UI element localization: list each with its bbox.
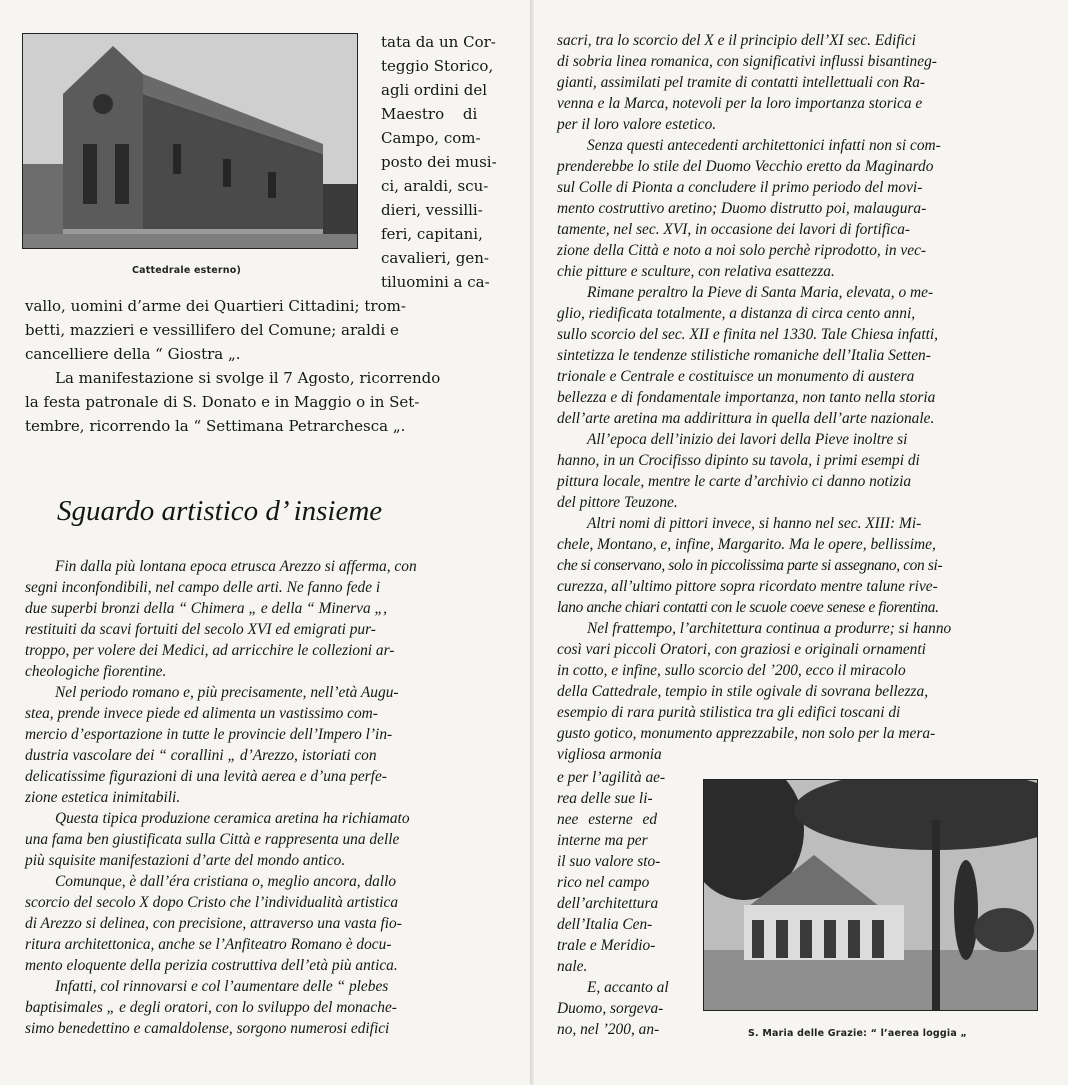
text-line: restituiti da scavi fortuiti del secolo XVI ed emigrati pur-	[25, 621, 376, 638]
text-line: segni inconfondibili, nel campo delle arti. Ne fanno fede i	[25, 579, 381, 596]
cathedral-caption: Cattedrale esterno)	[132, 265, 242, 276]
text-line: Duomo, sorgeva-	[557, 1000, 664, 1017]
text-line: cancelliere della “ Giostra „.	[25, 345, 241, 363]
text-line: mento costruttivo aretino; Duomo distrutto poi, malaugura-	[557, 200, 927, 217]
text-line: di sobria linea romanica, con significativi influssi bisantineg-	[557, 53, 937, 70]
text-line: curezza, all’ultimo pittore sopra ricordato mentre talune rive-	[557, 578, 938, 595]
text-line: una fama ben giustificata sulla Città e rappresenta una delle	[25, 831, 400, 848]
text-line: chele, Montano, e, infine, Margarito. Ma le opere, bellissime,	[557, 536, 936, 553]
text-line: dell’arte aretina ma addirittura in quella dell’arte nazionale.	[557, 410, 935, 427]
cathedral-photo	[22, 33, 358, 249]
text-line: interne ma per	[557, 832, 648, 849]
text-line: La manifestazione si svolge il 7 Agosto, ricorrendo	[55, 369, 441, 387]
text-line: mercio d’esportazione in tutte le provincie dell’Impero l’in-	[25, 726, 393, 743]
text-line: mento eloquente della perizia costruttiva dell’età più antica.	[25, 957, 398, 974]
text-line: cavalieri, gen-	[381, 249, 489, 267]
text-line: E, accanto al	[587, 979, 669, 996]
text-line: nee esterne ed	[557, 811, 658, 828]
text-line: esempio di rara purità stilistica tra gli edifici toscani di	[557, 704, 901, 721]
text-line: stea, prende invece piede ed alimenta un vastissimo com-	[25, 705, 378, 722]
text-line: no, nel ’200, an-	[557, 1021, 660, 1038]
text-line: due superbi bronzi della “ Chimera „ e della “ Minerva „,	[25, 600, 387, 617]
text-line: simo benedettino e camaldolense, sorgono numerosi edifici	[25, 1020, 390, 1037]
text-line: sacri, tra lo scorcio del X e il principio dell’XI sec. Edifici	[557, 32, 916, 49]
text-line: venna e la Marca, notevoli per la loro importanza storica e	[557, 95, 923, 112]
text-line: rico nel campo	[557, 874, 650, 891]
text-line: Rimane peraltro la Pieve di Santa Maria, elevata, o me-	[587, 284, 934, 301]
text-line: Fin dalla più lontana epoca etrusca Arezzo si afferma, con	[55, 558, 417, 575]
text-line: più squisite manifestazioni d’arte del mondo antico.	[25, 852, 346, 869]
section-heading: Sguardo artistico d’ insieme	[57, 495, 383, 527]
right-page	[534, 0, 1068, 1085]
text-line: trale e Meridio-	[557, 937, 656, 954]
text-line: in cotto, e infine, sullo scorcio del ’200, ecco il miracolo	[557, 662, 906, 679]
text-line: così vari piccoli Oratori, con graziosi e originali ornamenti	[557, 641, 926, 658]
text-line: Nel periodo romano e, più precisamente, nell’età Augu-	[55, 684, 399, 701]
text-line: pittura locale, mentre le carte d’archivio ci danno notizia	[557, 473, 912, 490]
text-line: ritura architettonica, anche se l’Anfiteatro Romano è docu-	[25, 936, 392, 953]
santa-maria-grazie-photo	[703, 779, 1038, 1011]
text-line: dell’Italia Cen-	[557, 916, 653, 933]
text-line: troppo, per volere dei Medici, ad arricchire le collezioni ar-	[25, 642, 395, 659]
text-line: del pittore Teuzone.	[557, 494, 678, 511]
text-line: chie pitture e sculture, con relativa esattezza.	[557, 263, 835, 280]
text-line: tamente, nel sec. XVI, in occasione dei lavori di fortifica-	[557, 221, 911, 238]
text-line: il suo valore sto-	[557, 853, 661, 870]
text-line: bellezza e di fondamentale importanza, non tanto nella storia	[557, 389, 936, 406]
text-line: betti, mazzieri e vessillifero del Comune; araldi e	[25, 321, 399, 339]
text-line: della Cattedrale, tempio in stile ogivale di sovrana bellezza,	[557, 683, 929, 700]
text-line: posto dei musi-	[381, 153, 497, 171]
text-line: e per l’agilità ae-	[557, 769, 666, 786]
text-line: dieri, vessilli-	[381, 201, 483, 219]
text-line: scorcio del secolo X dopo Cristo che l’individualità artistica	[25, 894, 399, 911]
text-line: la festa patronale di S. Donato e in Maggio o in Set-	[25, 393, 420, 411]
text-line: sullo scorcio del sec. XII e finita nel 1330. Tale Chiesa infatti,	[557, 326, 939, 343]
text-line: vallo, uomini d’arme dei Quartieri Cittadini; trom-	[25, 297, 406, 315]
text-line: Campo, com-	[381, 129, 481, 147]
text-line: di Arezzo si delinea, con precisione, attraverso una vasta fio-	[25, 915, 402, 932]
text-line: glio, riedificata totalmente, a distanza di circa cento anni,	[557, 305, 916, 322]
text-line: Altri nomi di pittori invece, si hanno nel sec. XIII: Mi-	[587, 515, 922, 532]
text-line: gianti, assimilati pel tramite di contatti intellettuali con Ra-	[557, 74, 926, 91]
text-line: sul Colle di Pionta a concludere il primo periodo del movi-	[557, 179, 923, 196]
text-line: Comunque, è dall’éra cristiana o, meglio ancora, dallo	[55, 873, 397, 890]
text-line: dustria vascolare dei “ corallini „ d’Arezzo, istoriati con	[25, 747, 377, 764]
text-line: prenderebbe lo stile del Duomo Vecchio eretto da Maginardo	[557, 158, 934, 175]
text-line: dell’architettura	[557, 895, 659, 912]
text-line: vigliosa armonia	[557, 746, 662, 763]
text-line: Nel frattempo, l’architettura continua a produrre; si hanno	[587, 620, 952, 637]
text-line: trionale e Centrale e costituisce un monumento di austera	[557, 368, 915, 385]
left-page	[0, 0, 530, 1085]
text-line: per il loro valore estetico.	[557, 116, 717, 133]
text-line: gusto gotico, monumento apprezzabile, non solo per la mera-	[557, 725, 936, 742]
text-line: nale.	[557, 958, 588, 975]
text-line: Questa tipica produzione ceramica aretina ha richiamato	[55, 810, 410, 827]
text-line: teggio Storico,	[381, 57, 494, 75]
text-line: zione estetica inimitabili.	[25, 789, 181, 806]
text-line: Maestro di	[381, 105, 478, 123]
text-line: lano anche chiari contatti con le scuole coeve senese e fiorentina.	[557, 599, 939, 616]
text-line: Senza questi antecedenti architettonici infatti non si com-	[587, 137, 941, 154]
text-line: sintetizza le tendenze stilistiche romaniche dell’Italia Setten-	[557, 347, 931, 364]
text-line: tiluomini a ca-	[381, 273, 490, 291]
text-line: Infatti, col rinnovarsi e col l’aumentare delle “ plebes	[55, 978, 389, 995]
text-line: hanno, in un Crocifisso dipinto su tavola, i primi esempi di	[557, 452, 920, 469]
santa-maria-grazie-caption: S. Maria delle Grazie: “ l’aerea loggia „	[748, 1028, 967, 1039]
text-line: baptisimales „ e degli oratori, con lo sviluppo del monache-	[25, 999, 397, 1016]
text-line: tata da un Cor-	[381, 33, 496, 51]
text-line: rea delle sue li-	[557, 790, 653, 807]
text-line: agli ordini del	[381, 81, 488, 99]
text-line: cheologiche fiorentine.	[25, 663, 167, 680]
text-line: tembre, ricorrendo la “ Settimana Petrarchesca „.	[25, 417, 406, 435]
text-line: feri, capitani,	[381, 225, 483, 243]
text-line: zione della Città e noto a noi solo perchè riprodotto, in vec-	[557, 242, 927, 259]
text-line: delicatissime figurazioni di una levità aerea e d’una perfe-	[25, 768, 387, 785]
text-line: che si conservano, solo in piccolissima parte si assegnano, con si-	[557, 557, 943, 574]
text-line: All’epoca dell’inizio dei lavori della Pieve inoltre si	[587, 431, 908, 448]
text-line: ci, araldi, scu-	[381, 177, 489, 195]
